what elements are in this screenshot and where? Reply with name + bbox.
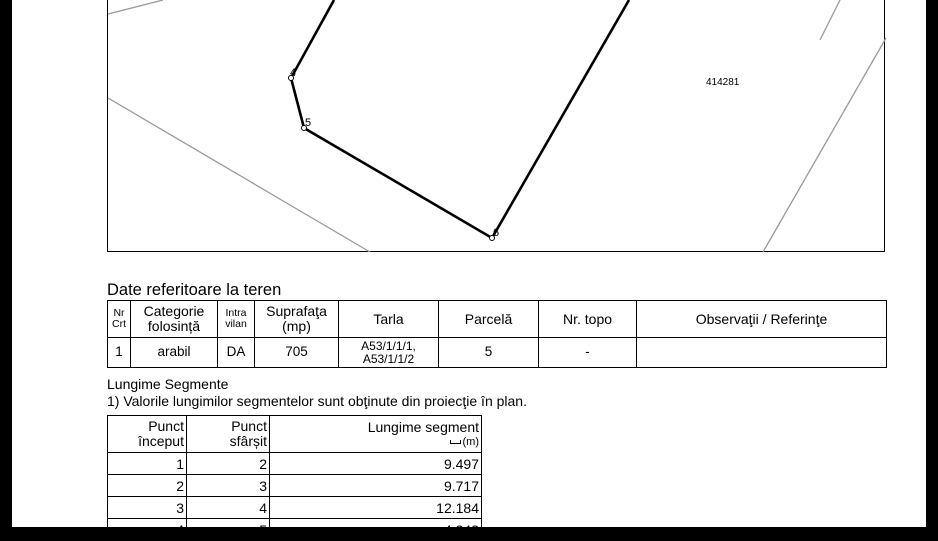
neighbour-boundary-line: [820, 0, 840, 40]
cell-length: 4.243: [270, 519, 482, 541]
unit-label: (m): [462, 435, 479, 448]
table-header-row: [108, 416, 482, 453]
header-start-point: [108, 416, 187, 453]
segments-note: 1) Valorile lungimilor segmentelor sunt obţinute din proiecţie în plan.: [107, 393, 527, 409]
segments-title: Lungime Segmente: [107, 376, 229, 392]
segments-table: [107, 415, 482, 541]
neighbour-parcel-id: 414281: [706, 77, 740, 88]
header-notes: Observaţii / Referinţe: [637, 301, 887, 338]
cell-length: 12.184: [270, 497, 482, 519]
document-page: [12, 0, 926, 538]
table-header-row: [108, 301, 887, 338]
neighbour-boundary-line: [763, 38, 886, 252]
header-parcel: Parcelă: [439, 301, 539, 338]
neighbour-boundary-line: [108, 98, 370, 252]
cell-topo: -: [539, 338, 637, 368]
header-length-label: Lungime segment: [367, 419, 479, 436]
land-data-table: [107, 300, 887, 368]
header-length-unit: [272, 436, 479, 448]
header-tarla: Tarla: [339, 301, 439, 338]
vertex-5-label: 5: [305, 117, 312, 129]
cell-length: 9.717: [270, 475, 482, 497]
header-end-point: [187, 416, 270, 453]
header-start-line: început: [138, 433, 184, 449]
table-row: [108, 519, 482, 541]
tarla-line: A53/1/1/1,: [361, 338, 416, 353]
vertex-4-label: 4: [290, 67, 297, 79]
cell-start: 2: [108, 475, 187, 497]
cell-area: 705: [255, 338, 339, 368]
cell-end: 4: [187, 497, 270, 519]
tarla-line: A53/1/1/2: [362, 351, 415, 366]
header-start-line: Punct: [148, 417, 184, 434]
header-area: Suprafaţa (mp): [255, 301, 339, 338]
header-category: Categorie folosință: [131, 301, 218, 338]
cell-start: 3: [108, 497, 187, 519]
cell-start: 4: [108, 519, 187, 541]
site-plan-drawing: [107, 0, 885, 252]
ruler-icon: [450, 440, 461, 444]
vertex-6-label: 6: [493, 227, 500, 239]
cell-end: 2: [187, 453, 270, 475]
parcel-boundary-line: [291, 0, 629, 238]
land-data-title: Date referitoare la teren: [107, 281, 282, 299]
cell-length: 9.497: [270, 453, 482, 475]
cell-tarla: [339, 338, 439, 368]
cell-intravilan: DA: [218, 338, 255, 368]
header-intravilan: Intra vilan: [218, 301, 255, 338]
header-nr-crt: Nr Crt: [108, 301, 131, 338]
cell-category: arabil: [131, 338, 218, 368]
table-row: [108, 497, 482, 519]
plan-svg: [108, 0, 886, 252]
table-row: [108, 338, 887, 368]
cell-nr: 1: [108, 338, 131, 368]
cell-notes: [637, 338, 887, 368]
cell-end: 5: [187, 519, 270, 541]
cell-end: 3: [187, 475, 270, 497]
header-end-line: Punct: [231, 417, 267, 434]
table-row: [108, 475, 482, 497]
table-row: [108, 453, 482, 475]
header-end-line: sfârșit: [229, 433, 267, 449]
header-length: [270, 416, 482, 453]
cell-parcel: 5: [439, 338, 539, 368]
cell-start: 1: [108, 453, 187, 475]
neighbour-boundary-line: [108, 0, 163, 14]
header-topo: Nr. topo: [539, 301, 637, 338]
